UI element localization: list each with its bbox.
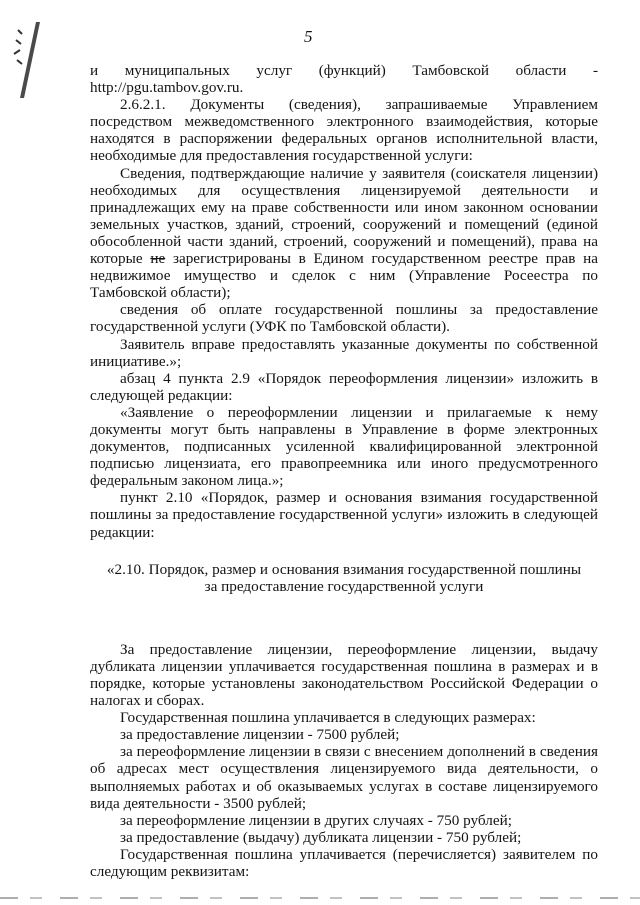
paragraph: за предоставление лицензии - 7500 рублей; [120, 726, 400, 744]
struck-word: не [150, 250, 166, 268]
paragraph: «Заявление о переоформлении лицензии и прилагаемые к нему документы могут быть направлены в Управление в форме электронных документов, подписанных усиленной квалифицированной электронной подписью лицензиата, его правопреемника или иного предусмотренного федеральным законом лица.»; [90, 403, 598, 490]
scan-artifact [6, 20, 46, 100]
paragraph: 2.6.2.1. Документы (сведения), запрашиваемые Управлением посредством межведомственного электронного взаимодействия, которые находятся в распоряжении федеральных органов исполнительной власти, необходимые для предоставления государственной услуги: [90, 96, 598, 165]
text-run: Сведения, подтверждающие наличие у заявителя (соискателя лицензии) необходимых для осуществления лицензируемой деятельности и принадлежащих ему на праве собственности или ином законном основании земельных участков, зданий, строений, сооружений и помещений (единой обособленной части зданий, строений, сооружений и помещений), права на которые [90, 164, 598, 268]
paragraph: Государственная пошлина уплачивается в следующих размерах: [120, 709, 536, 727]
document-body [90, 62, 598, 880]
scan-edge-artifact [0, 897, 640, 899]
paragraph: сведения об оплате государственной пошлины за предоставление государственной услуги (УФК по Тамбовской области). [90, 301, 598, 336]
paragraph: за переоформление лицензии в связи с внесением дополнений в сведения об адресах мест осуществления лицензируемого вида деятельности, о выполняемых работах и об оказываемых услугах в составе лицензируемого вида деятельности - 3500 рублей; [90, 743, 598, 812]
section-heading: «2.10. Порядок, размер и основания взимания государственной пошлины за предоставление государственной услуги [106, 560, 582, 595]
paragraph: пункт 2.10 «Порядок, размер и основания взимания государственной пошлины за предоставление государственной услуги» изложить в следующей редакции: [90, 489, 598, 541]
text-run: зарегистрированы в Едином государственном реестре прав на недвижимое имущество и сделок с ним (Управление Росеестра по Тамбовской области); [90, 250, 598, 302]
paragraph: и муниципальных услуг (функций) Тамбовской области - http://pgu.tambov.gov.ru. [90, 62, 598, 97]
paragraph: За предоставление лицензии, переоформление лицензии, выдачу дубликата лицензии уплачивается государственная пошлина в размерах и в порядке, которые установлены законодательством Российской Федерации о налогах и сборах. [90, 640, 598, 710]
paragraph: Государственная пошлина уплачивается (перечисляется) заявителем по следующим реквизитам: [90, 845, 598, 881]
paragraph: за предоставление (выдачу) дубликата лицензии - 750 рублей; [120, 828, 522, 846]
paragraph [90, 165, 598, 302]
paragraph: Заявитель вправе предоставлять указанные документы по собственной инициативе.»; [90, 335, 598, 370]
page-number: 5 [304, 27, 313, 46]
paragraph: за переоформление лицензии в других случаях - 750 рублей; [120, 811, 512, 829]
paragraph: абзац 4 пункта 2.9 «Порядок переоформления лицензии» изложить в следующей редакции: [90, 369, 598, 404]
